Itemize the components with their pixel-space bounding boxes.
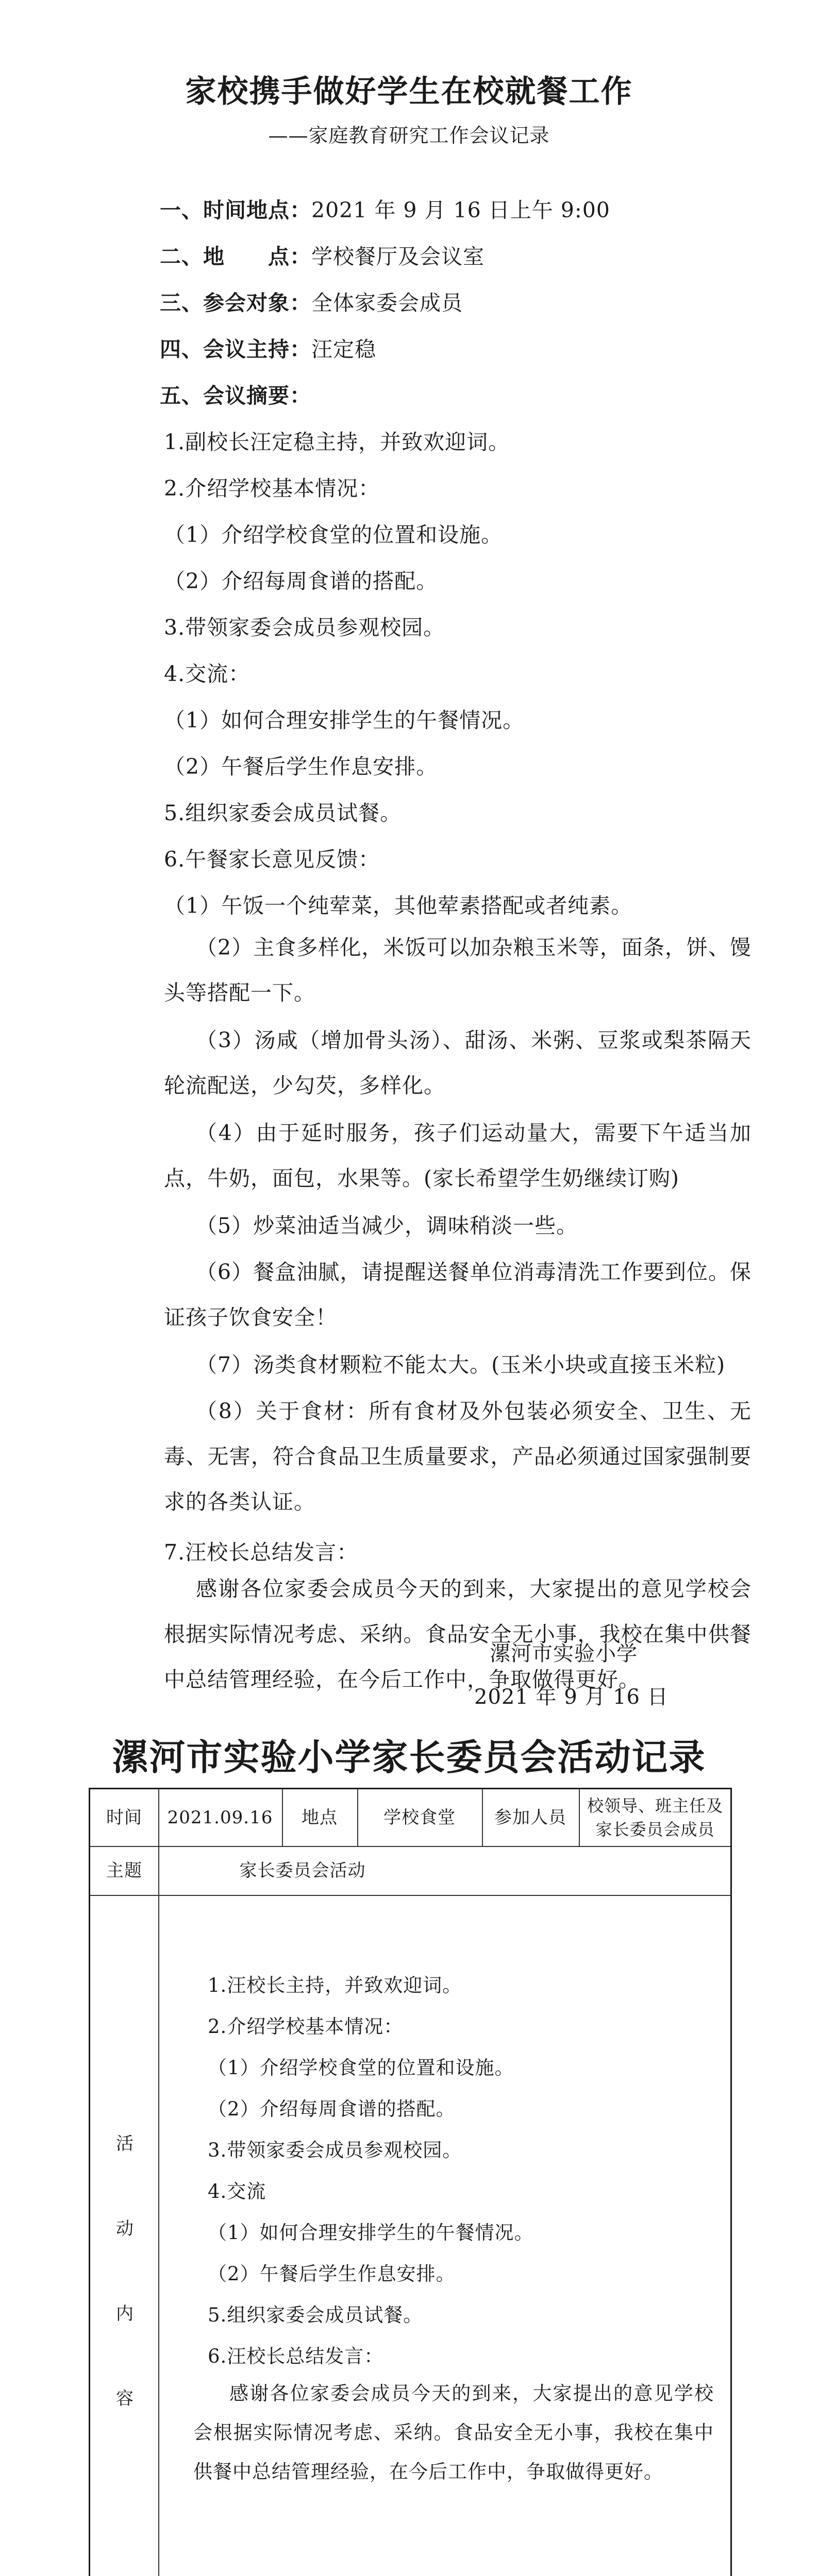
summary-item: 6.午餐家长意见反馈：	[164, 847, 380, 872]
field-value: 全体家委会成员	[311, 291, 463, 315]
summary-item: 1.副校长汪定稳主持，并致欢迎词。	[164, 430, 510, 454]
feedback-item: （2）主食多样化，米饭可以加杂粮玉米等，面条，饼、馒头等搭配一下。	[164, 935, 752, 1005]
content-label-char: 动	[116, 2218, 133, 2239]
field-label: 一、时间地点：	[160, 198, 311, 223]
signature-org: 漯河市实验小学	[490, 1642, 638, 1666]
feedback-item: （8）关于食材：所有食材及外包装必须安全、卫生、无毒、无害，符合食品卫生质量要求，产品必须通过国家强制要求的各类认证。	[164, 1399, 752, 1514]
table-rule	[579, 1789, 580, 1846]
field-summary	[160, 379, 311, 409]
content-closing: 感谢各位家委会成员今天的到来，大家提出的意见学校会根据实际情况考虑、采纳。食品安全无小事，我校在集中供餐中总结管理经验，在今后工作中，争取做得更好。	[193, 2382, 714, 2483]
summary-item: （2）午餐后学生作息安排。	[164, 754, 438, 779]
field-value: 2021 年 9 月 16 日上午 9:00	[311, 198, 610, 223]
summary-item: （2）介绍每周食谱的搭配。	[164, 569, 438, 594]
table-rule	[90, 1895, 730, 1896]
feedback-item: （1）午饭一个纯荤菜，其他荤素搭配或者纯素。	[164, 893, 633, 918]
document-title: 家校携手做好学生在校就餐工作	[185, 74, 633, 110]
topic-label: 主题	[106, 1860, 142, 1881]
content-label-char: 活	[116, 2133, 133, 2154]
summary-item: 4.交流：	[164, 662, 251, 686]
content-label-char: 内	[116, 2303, 133, 2324]
summary-item: 5.组织家委会成员试餐。	[164, 801, 402, 825]
content-line: （1）如何合理安排学生的午餐情况。	[208, 2222, 534, 2244]
content-line: 5.组织家委会成员试餐。	[208, 2304, 423, 2326]
content-line: 3.带领家委会成员参观校园。	[208, 2139, 462, 2161]
content-label-char: 容	[116, 2388, 133, 2409]
field-label: 四、会议主持：	[160, 337, 311, 362]
place-label: 地点	[302, 1807, 338, 1828]
summary-item: 3.带领家委会成员参观校园。	[164, 615, 445, 640]
time-label: 时间	[106, 1807, 142, 1828]
content-line: 4.交流	[208, 2180, 266, 2202]
field-value: 汪定稳	[311, 337, 376, 362]
field-label: 三、参会对象：	[160, 291, 311, 315]
feedback-item: （6）餐盒油腻，请提醒送餐单位消毒清洗工作要到位。保证孩子饮食安全！	[164, 1260, 752, 1330]
signature-date: 2021 年 9 月 16 日	[474, 1685, 669, 1709]
time-value: 2021.09.16	[167, 1807, 273, 1828]
topic-value: 家长委员会活动	[239, 1860, 366, 1881]
field-label: 二、地 点：	[160, 244, 311, 269]
content-line: （2）午餐后学生作息安排。	[208, 2263, 456, 2285]
summary-item: 2.介绍学校基本情况：	[164, 476, 380, 501]
feedback-item: （5）炒菜油适当减少，调味稍淡一些。	[196, 1213, 578, 1238]
field-attendees	[160, 286, 463, 316]
field-host	[160, 332, 376, 363]
place-value: 学校食堂	[383, 1807, 456, 1828]
content-line: 6.汪校长总结发言：	[208, 2345, 384, 2367]
content-line: 2.介绍学校基本情况：	[208, 2015, 404, 2038]
content-line: （2）介绍每周食谱的搭配。	[208, 2098, 456, 2120]
document-subtitle: ——家庭教育研究工作会议记录	[268, 124, 550, 147]
feedback-item: （4）由于延时服务，孩子们运动量大，需要下午适当加点，牛奶，面包，水果等。(家长希望学生奶继续订购)	[164, 1121, 752, 1191]
field-value: 学校餐厅及会议室	[311, 244, 485, 269]
closing-item: 7.汪校长总结发言：	[164, 1540, 359, 1565]
summary-item: （1）介绍学校食堂的位置和设施。	[164, 522, 503, 547]
feedback-item: （7）汤类食材颗粒不能太大。(玉米小块或直接玉米粒)	[196, 1352, 726, 1377]
field-place	[160, 240, 485, 270]
table-rule	[158, 1789, 159, 2576]
record-title: 漯河市实验小学家长委员会活动记录	[112, 1736, 706, 1778]
content-line: （1）介绍学校食堂的位置和设施。	[208, 2057, 514, 2079]
participants-value: 校领导、班主任及家长委员会成员	[587, 1796, 723, 1839]
content-line: 1.汪校长主持，并致欢迎词。	[208, 1974, 462, 1996]
participants-label: 参加人员	[494, 1807, 566, 1828]
field-time	[160, 193, 610, 224]
summary-item: （1）如何合理安排学生的午餐情况。	[164, 708, 525, 733]
record-table	[89, 1788, 732, 2576]
closing-text: 感谢各位家委会成员今天的到来，大家提出的意见学校会根据实际情况考虑、采纳。食品安全无小事，我校在集中供餐中总结管理经验，在今后工作中，争取做得更好。	[164, 1577, 752, 1692]
feedback-item: （3）汤咸（增加骨头汤）、甜汤、米粥、豆浆或梨茶隔天轮流配送，少勾芡，多样化。	[164, 1028, 752, 1098]
field-label: 五、会议摘要：	[160, 383, 311, 408]
